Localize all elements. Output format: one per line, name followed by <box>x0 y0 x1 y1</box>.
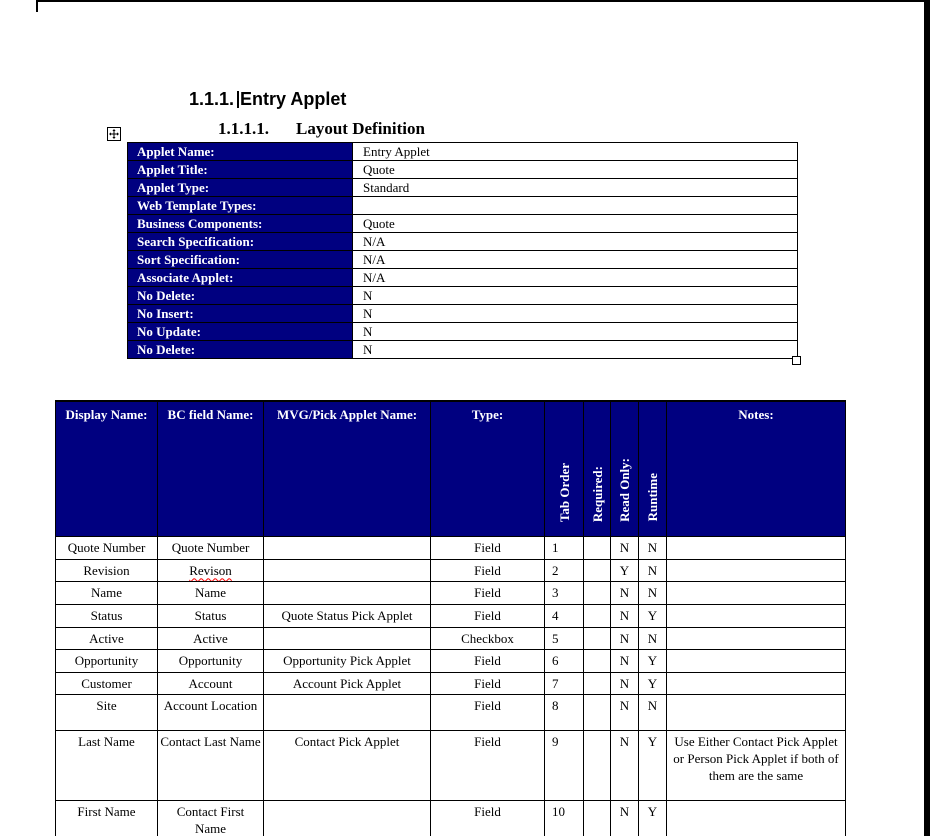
misspelled-word: Revison <box>189 562 232 578</box>
cell-mvg <box>264 694 431 730</box>
cell-notes <box>667 649 846 672</box>
layout-label-cell: Business Components: <box>128 215 353 233</box>
layout-value-cell: Standard <box>353 179 798 197</box>
layout-value-cell: N <box>353 287 798 305</box>
cell-required <box>584 604 611 627</box>
cell-runtime: Y <box>639 730 667 800</box>
cell-notes <box>667 672 846 694</box>
cell-runtime: N <box>639 627 667 649</box>
text-cursor <box>237 91 239 108</box>
layout-value-cell: N/A <box>353 233 798 251</box>
four-way-arrow-icon <box>109 129 119 139</box>
cell-bc-field: Name <box>158 581 264 604</box>
page-edge-right <box>924 0 930 836</box>
cell-mvg: Account Pick Applet <box>264 672 431 694</box>
layout-label-cell: Associate Applet: <box>128 269 353 287</box>
cell-tab-order: 2 <box>545 559 584 581</box>
cell-notes <box>667 581 846 604</box>
cell-mvg <box>264 559 431 581</box>
cell-type: Field <box>431 800 545 836</box>
cell-tab-order: 3 <box>545 581 584 604</box>
cell-type: Field <box>431 536 545 559</box>
layout-label-cell: No Delete: <box>128 287 353 305</box>
cell-runtime: Y <box>639 649 667 672</box>
layout-label-cell: Web Template Types: <box>128 197 353 215</box>
cell-display-name: Opportunity <box>56 649 158 672</box>
table-row <box>128 197 798 215</box>
layout-label-cell: Applet Name: <box>128 143 353 161</box>
cell-runtime: Y <box>639 800 667 836</box>
layout-value-cell: Quote <box>353 215 798 233</box>
page-edge-left-tick <box>36 0 38 12</box>
layout-definition-table <box>127 142 798 359</box>
cell-tab-order: 9 <box>545 730 584 800</box>
layout-value-cell: N <box>353 323 798 341</box>
layout-label-cell: Search Specification: <box>128 233 353 251</box>
cell-type: Field <box>431 730 545 800</box>
layout-value-cell: N/A <box>353 251 798 269</box>
cell-notes <box>667 604 846 627</box>
table-row <box>56 604 846 627</box>
cell-read-only: N <box>611 627 639 649</box>
table-row <box>128 341 798 359</box>
column-header-runtime: Runtime <box>639 401 667 536</box>
cell-read-only: N <box>611 581 639 604</box>
cell-tab-order: 8 <box>545 694 584 730</box>
layout-value-cell <box>353 197 798 215</box>
column-header-required: Required: <box>584 401 611 536</box>
table-row <box>56 649 846 672</box>
cell-required <box>584 559 611 581</box>
cell-tab-order: 4 <box>545 604 584 627</box>
cell-runtime: Y <box>639 672 667 694</box>
cell-display-name: Site <box>56 694 158 730</box>
layout-label-cell: Applet Title: <box>128 161 353 179</box>
cell-notes: Use Either Contact Pick Applet or Person Pick Applet if both of them are the same <box>667 730 846 800</box>
cell-tab-order: 1 <box>545 536 584 559</box>
column-header-read-only: Read Only: <box>611 401 639 536</box>
table-row <box>56 672 846 694</box>
cell-required <box>584 672 611 694</box>
subsection-heading <box>218 119 425 139</box>
cell-runtime: N <box>639 581 667 604</box>
table-row <box>128 233 798 251</box>
column-header-mvg-pick-applet: MVG/Pick Applet Name: <box>264 401 431 536</box>
table-row <box>56 581 846 604</box>
fields-table <box>55 400 846 836</box>
cell-mvg <box>264 581 431 604</box>
section-number: 1.1.1. <box>189 89 235 109</box>
cell-bc-field: Account <box>158 672 264 694</box>
cell-tab-order: 6 <box>545 649 584 672</box>
cell-bc-field: Contact First Name <box>158 800 264 836</box>
cell-tab-order: 5 <box>545 627 584 649</box>
table-row <box>56 627 846 649</box>
layout-value-cell: N/A <box>353 269 798 287</box>
cell-notes <box>667 559 846 581</box>
cell-mvg <box>264 800 431 836</box>
cell-bc-field: Status <box>158 604 264 627</box>
cell-runtime: N <box>639 559 667 581</box>
cell-mvg: Contact Pick Applet <box>264 730 431 800</box>
cell-tab-order: 10 <box>545 800 584 836</box>
table-row <box>128 161 798 179</box>
cell-display-name: Name <box>56 581 158 604</box>
table-row <box>56 800 846 836</box>
section-heading <box>189 89 346 110</box>
cell-bc-field <box>158 559 264 581</box>
cell-runtime: N <box>639 536 667 559</box>
cell-required <box>584 694 611 730</box>
cell-required <box>584 536 611 559</box>
table-row <box>128 143 798 161</box>
layout-value-cell: N <box>353 341 798 359</box>
cell-mvg: Opportunity Pick Applet <box>264 649 431 672</box>
cell-read-only: N <box>611 536 639 559</box>
layout-value-cell: N <box>353 305 798 323</box>
cell-read-only: N <box>611 649 639 672</box>
table-row <box>56 559 846 581</box>
cell-mvg <box>264 536 431 559</box>
cell-type: Field <box>431 672 545 694</box>
cell-runtime: N <box>639 694 667 730</box>
cell-mvg <box>264 627 431 649</box>
column-header-type: Type: <box>431 401 545 536</box>
cell-read-only: N <box>611 800 639 836</box>
cell-display-name: Customer <box>56 672 158 694</box>
subsection-number: 1.1.1.1. <box>218 119 269 138</box>
cell-notes <box>667 800 846 836</box>
table-row <box>128 179 798 197</box>
cell-notes <box>667 536 846 559</box>
cell-bc-field: Account Location <box>158 694 264 730</box>
layout-label-cell: No Delete: <box>128 341 353 359</box>
cell-read-only: Y <box>611 559 639 581</box>
layout-value-cell: Entry Applet <box>353 143 798 161</box>
cell-bc-field: Contact Last Name <box>158 730 264 800</box>
cell-display-name: First Name <box>56 800 158 836</box>
layout-label-cell: Applet Type: <box>128 179 353 197</box>
cell-required <box>584 800 611 836</box>
cell-display-name: Revision <box>56 559 158 581</box>
cell-display-name: Last Name <box>56 730 158 800</box>
cell-bc-field: Active <box>158 627 264 649</box>
cell-bc-field: Quote Number <box>158 536 264 559</box>
cell-read-only: N <box>611 672 639 694</box>
layout-label-cell: No Update: <box>128 323 353 341</box>
cell-type: Checkbox <box>431 627 545 649</box>
page-edge-top <box>37 0 930 2</box>
cell-notes <box>667 694 846 730</box>
table-row <box>128 305 798 323</box>
cell-mvg: Quote Status Pick Applet <box>264 604 431 627</box>
table-row <box>56 536 846 559</box>
column-header-bc-field-name: BC field Name: <box>158 401 264 536</box>
table-row <box>56 694 846 730</box>
cell-display-name: Status <box>56 604 158 627</box>
subsection-title: Layout Definition <box>296 119 425 138</box>
header-row <box>56 401 846 536</box>
cell-notes <box>667 627 846 649</box>
cell-tab-order: 7 <box>545 672 584 694</box>
table-move-handle-icon[interactable] <box>107 127 121 141</box>
column-header-display-name: Display Name: <box>56 401 158 536</box>
table-row <box>128 269 798 287</box>
cell-required <box>584 627 611 649</box>
cell-display-name: Quote Number <box>56 536 158 559</box>
table-row <box>56 730 846 800</box>
column-header-notes: Notes: <box>667 401 846 536</box>
section-title: Entry Applet <box>240 89 347 109</box>
table-resize-handle[interactable] <box>792 356 801 365</box>
cell-read-only: N <box>611 730 639 800</box>
table-row <box>128 251 798 269</box>
cell-read-only: N <box>611 604 639 627</box>
layout-label-cell: No Insert: <box>128 305 353 323</box>
cell-required <box>584 730 611 800</box>
column-header-tab-order: Tab Order <box>545 401 584 536</box>
cell-required <box>584 649 611 672</box>
cell-bc-field: Opportunity <box>158 649 264 672</box>
cell-type: Field <box>431 649 545 672</box>
cell-type: Field <box>431 559 545 581</box>
cell-read-only: N <box>611 694 639 730</box>
cell-runtime: Y <box>639 604 667 627</box>
table-row <box>128 287 798 305</box>
cell-type: Field <box>431 694 545 730</box>
table-row <box>128 215 798 233</box>
cell-required <box>584 581 611 604</box>
cell-type: Field <box>431 604 545 627</box>
cell-display-name: Active <box>56 627 158 649</box>
cell-type: Field <box>431 581 545 604</box>
layout-value-cell: Quote <box>353 161 798 179</box>
layout-label-cell: Sort Specification: <box>128 251 353 269</box>
table-row <box>128 323 798 341</box>
